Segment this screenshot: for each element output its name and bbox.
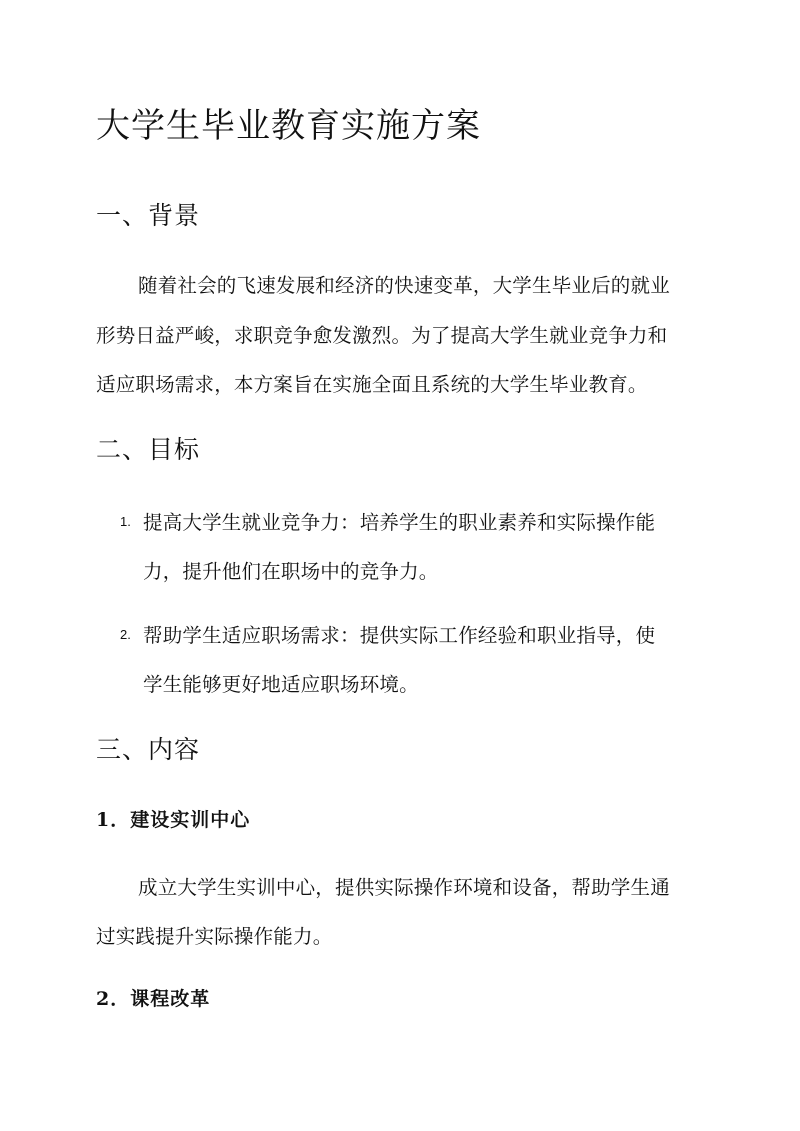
goal-item-line: 学生能够更好地适应职场环境。 bbox=[143, 673, 419, 696]
section-heading-content: 三、内容 bbox=[96, 735, 201, 764]
background-paragraph-line: 适应职场需求，本方案旨在实施全面且系统的大学生毕业教育。 bbox=[96, 373, 648, 396]
subsection-heading: 1．建设实训中心 bbox=[96, 809, 251, 831]
background-paragraph-line: 随着社会的飞速发展和经济的快速变革，大学生毕业后的就业 bbox=[138, 274, 670, 297]
section-heading-goals: 二、目标 bbox=[96, 435, 201, 464]
goal-item-line: 力，提升他们在职场中的竞争力。 bbox=[143, 560, 439, 583]
goal-item-number: 2. bbox=[120, 627, 131, 642]
subsection-paragraph-line: 成立大学生实训中心，提供实际操作环境和设备，帮助学生通 bbox=[138, 876, 670, 899]
section-heading-background: 一、背景 bbox=[96, 201, 201, 230]
goal-item-number: 1. bbox=[120, 514, 131, 529]
goal-item-line: 帮助学生适应职场需求：提供实际工作经验和职业指导，使 bbox=[143, 624, 656, 647]
document-title: 大学生毕业教育实施方案 bbox=[96, 106, 481, 146]
subsection-paragraph-line: 过实践提升实际操作能力。 bbox=[96, 925, 333, 948]
subsection-heading: 2．课程改革 bbox=[96, 988, 211, 1010]
background-paragraph-line: 形势日益严峻，求职竞争愈发激烈。为了提高大学生就业竞争力和 bbox=[96, 324, 668, 347]
goal-item-line: 提高大学生就业竞争力：培养学生的职业素养和实际操作能 bbox=[143, 511, 656, 534]
